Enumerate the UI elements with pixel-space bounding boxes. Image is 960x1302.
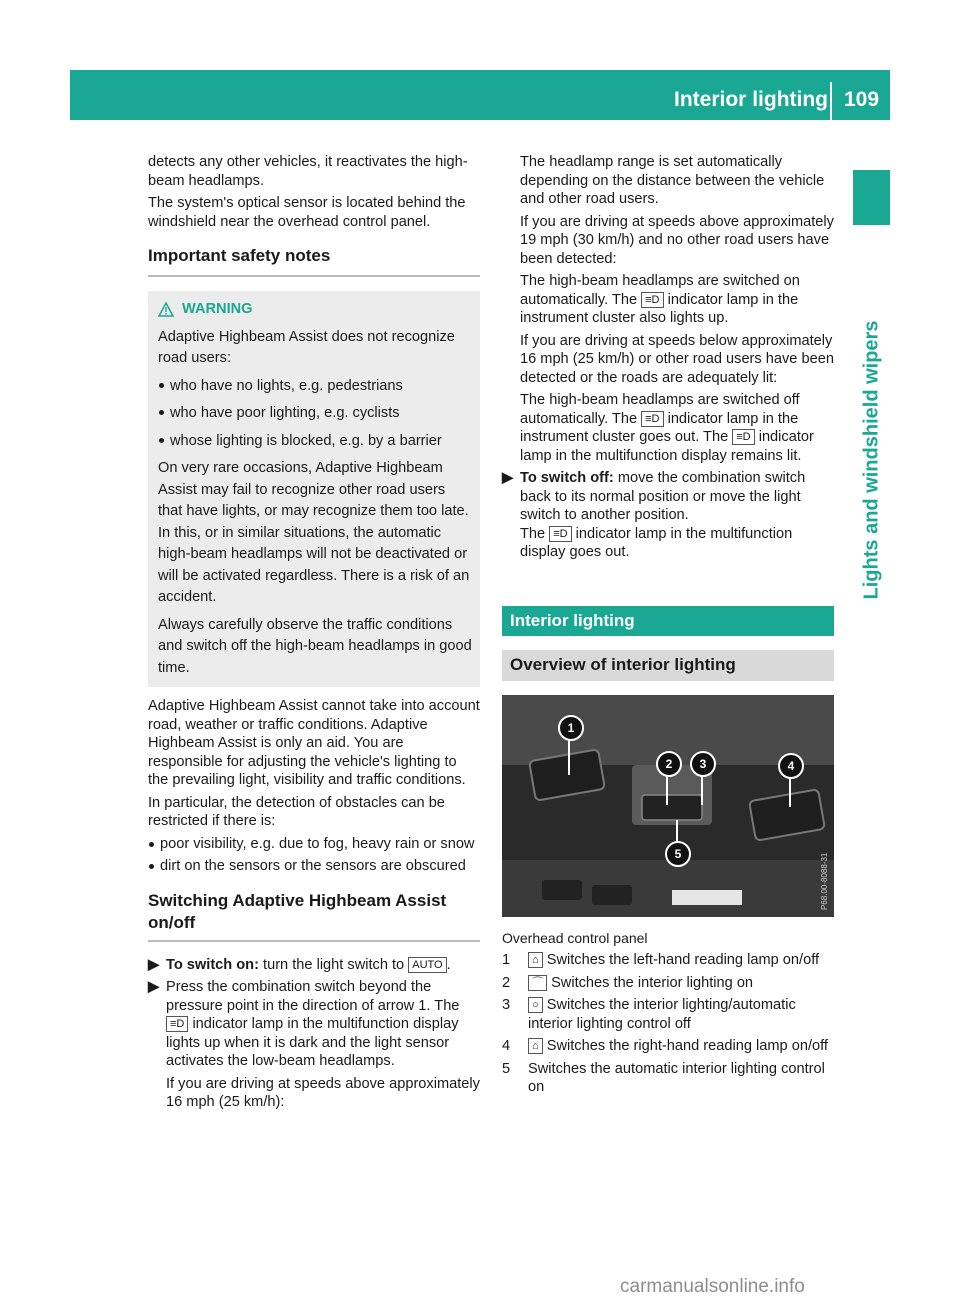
warning-text: Always carefully observe the traffic conditions and switch off the high-beam headlamps in good time. <box>158 616 472 676</box>
legend-text: Switches the right-hand reading lamp on/off <box>546 1038 828 1054</box>
callout-badge: 2 <box>656 751 682 777</box>
step-text: turn the light switch to <box>263 956 405 973</box>
lamp-icon: ⌂ <box>528 1038 543 1054</box>
warning-icon <box>158 302 174 317</box>
body-paragraph: Adaptive Highbeam Assist cannot take into account road, weather or traffic conditions. Adaptive Highbeam Assist is only an aid. You are responsible for adjusting the vehicle's lighting to the prevailing light, visibility and traffic conditions. <box>148 698 480 788</box>
text-span: indicator lamp in the instrument cluster also lights up. <box>520 291 799 326</box>
list-item: dirt on the sensors or the sensors are obscured <box>148 857 480 876</box>
legend-text: Switches the interior lighting on <box>551 974 754 991</box>
side-tab <box>853 170 890 225</box>
body-paragraph <box>520 391 834 465</box>
page-number: 109 <box>844 88 880 111</box>
callout-badge: 1 <box>558 715 584 741</box>
text-span: The high-beam headlamps are switched off automatically. The <box>520 392 800 427</box>
legend-item <box>502 996 834 1033</box>
body-paragraph: If you are driving at speeds above approximately 19 mph (30 km/h) and no other road users have been detected: <box>520 213 834 267</box>
warning-header <box>158 299 472 321</box>
header-separator <box>830 82 832 120</box>
legend-number: 1 <box>502 952 511 968</box>
step-text: Press the combination switch beyond the pressure point in the direction of arrow <box>166 979 432 1014</box>
watermark: carmanualsonline.info <box>620 1276 805 1297</box>
step-text: If you are driving at speeds above approximately 16 mph (25 km/h): <box>166 1075 480 1110</box>
legend-number: 4 <box>502 1038 511 1054</box>
step-text: indicator lamp in the multifunction display lights up when it is dark and the light sensor activates the low-beam headlamps. <box>166 1016 459 1069</box>
intro-paragraph: The system's optical sensor is located behind the windshield near the overhead control panel. <box>148 195 466 230</box>
step-text: The <box>520 525 546 542</box>
panel-illustration <box>502 695 834 917</box>
step-arrow-icon: ▶ <box>502 470 514 486</box>
step-text: The <box>434 997 460 1014</box>
switch-heading: Switching Adaptive Highbeam Assist on/off <box>148 890 447 932</box>
adaptive-highbeam-icon: ≡D <box>732 429 754 445</box>
list-item: poor visibility, e.g. due to fog, heavy rain or snow <box>148 835 480 854</box>
intro-paragraph: detects any other vehicles, it reactivates the high-beam headlamps. <box>148 154 468 189</box>
warning-bullet: whose lighting is blocked, e.g. by a barrier <box>158 431 472 453</box>
photo-code: P68.00-8088-31 <box>820 852 829 910</box>
legend-item <box>502 1060 834 1097</box>
lamp-off-icon: ○ <box>528 997 543 1013</box>
step-arrow-icon: ▶ <box>148 979 160 995</box>
photo-caption: Overhead control panel <box>502 929 648 946</box>
warning-text: On very rare occasions, Adaptive Highbeam Assist may fail to recognize other road users that have lights, or may recognize them too late. In this, or in similar situations, the automatic high-beam headlamps will not be deactivated or will be activated regardless. There is a risk of an accident. <box>158 460 470 605</box>
legend-number: 2 <box>502 974 511 991</box>
step-text: move the combination switch back to its normal position or move the light switch to another position. <box>520 470 806 523</box>
step-text: indicator lamp in the multifunction display goes out. <box>520 525 793 560</box>
legend-text: Switches the automatic interior lighting control on <box>528 1060 825 1095</box>
left-column <box>148 153 480 1112</box>
legend-text: Switches the left-hand reading lamp on/off <box>546 952 820 968</box>
warning-bullet: who have poor lighting, e.g. cyclists <box>158 403 472 425</box>
subsection-band: Overview of interior lighting <box>502 650 834 681</box>
warning-label: WARNING <box>182 301 253 317</box>
body-paragraph: The headlamp range is set automatically depending on the distance between the vehicle and other road users. <box>520 154 825 207</box>
step-item <box>502 469 834 562</box>
arrow-ref: 1 <box>418 997 427 1014</box>
step-arrow-icon: ▶ <box>148 956 160 973</box>
step-label: To switch on: <box>166 956 259 973</box>
low-beam-icon: ≡D <box>166 1016 188 1032</box>
callout-badge: 5 <box>665 841 691 867</box>
side-chapter-title: Lights and windshield wipers <box>860 320 883 600</box>
high-beam-icon: ≡D <box>641 292 663 308</box>
legend-text: Switches the interior lighting/automatic interior lighting control off <box>528 997 796 1032</box>
legend-item <box>502 951 834 970</box>
legend-number: 3 <box>502 997 511 1013</box>
safety-heading: Important safety notes <box>148 245 480 277</box>
overhead-panel-photo <box>502 695 834 917</box>
text-span: The high-beam headlamps are switched on automatically. The <box>520 273 800 308</box>
heading-rule <box>148 940 480 942</box>
step-label: To switch off: <box>520 470 614 486</box>
warning-text: Adaptive Highbeam Assist does not recognize road users: <box>158 328 455 366</box>
adaptive-highbeam-icon: ≡D <box>549 526 571 542</box>
legend-number: 5 <box>502 1060 511 1077</box>
callout-badge: 4 <box>778 753 804 779</box>
warning-bullet: who have no lights, e.g. pedestrians <box>158 376 472 398</box>
lamp-icon: ⌂ <box>528 952 543 968</box>
body-paragraph: In particular, the detection of obstacles can be restricted if there is: <box>148 794 445 829</box>
body-paragraph <box>520 272 834 328</box>
legend-item <box>502 974 834 993</box>
step-item: ▶ Press the combination switch beyond the pressure point in the direction of arrow 1. The ≡D indicator lamp in the multifunction display lights up when it is dark and the light sensor activates the low-beam headlamps. If you are driving at speeds above approximately 16 mph (25 km/h): <box>148 979 480 1110</box>
callout-badge: 3 <box>690 751 716 777</box>
body-paragraph: If you are driving at speeds below approximately 16 mph (25 km/h) or other road users have been detected or the roads are adequately lit: <box>520 332 834 386</box>
auto-icon: AUTO <box>408 957 446 973</box>
warning-box <box>148 291 480 687</box>
text-span: indicator lamp in the multifunction display remains lit. <box>520 429 814 464</box>
legend-item <box>502 1037 834 1056</box>
high-beam-icon: ≡D <box>641 411 663 427</box>
right-column <box>502 153 834 1101</box>
text-span: indicator lamp in the instrument cluster goes out. The <box>520 410 799 445</box>
step-item: ▶ To switch on: turn the light switch to AUTO . <box>148 956 451 973</box>
section-band: Interior lighting <box>502 606 834 637</box>
interior-lamp-icon: ⌒ <box>528 975 547 991</box>
header-title: Interior lighting <box>674 88 828 111</box>
